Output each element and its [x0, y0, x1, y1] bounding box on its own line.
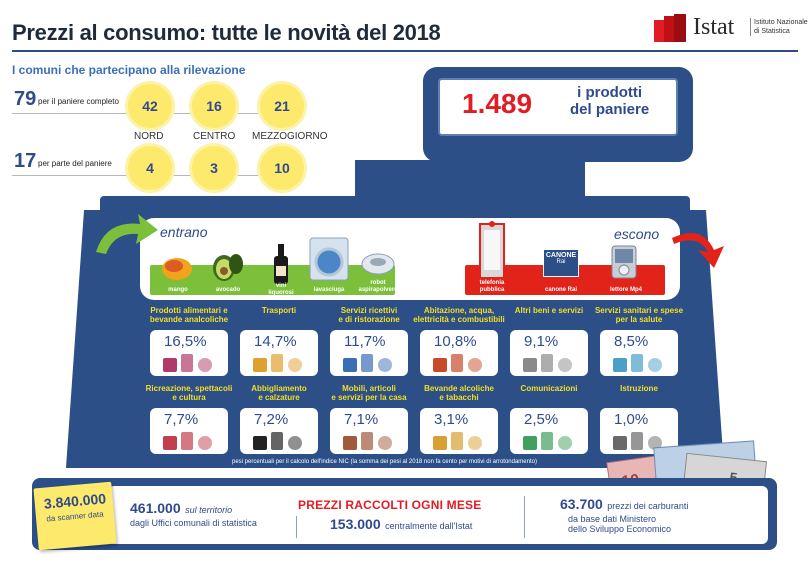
weights-note: pesi percentuali per il calcolo dell'indice NIC (la somma dei pesi al 2018 non fa cento per motivi di arrotondamento) — [228, 459, 541, 465]
product-canone-rai: canone Rai — [544, 287, 577, 293]
category-card — [420, 330, 498, 376]
category-percentage: 7,2% — [254, 411, 289, 428]
mp4-player-icon — [610, 244, 638, 280]
category-title: Istruzione — [620, 384, 658, 393]
green-arrow-icon — [92, 210, 162, 260]
category-percentage: 1,0% — [614, 411, 649, 428]
category-card — [420, 408, 498, 454]
category-card — [150, 330, 228, 376]
paniere-label: i prodotti del paniere — [570, 84, 650, 118]
territorio-block: 461.000 sul territorio dagli Uffici comunali di statistica — [130, 500, 257, 528]
category-title: Trasporti — [261, 306, 297, 315]
clothing-icon — [249, 430, 309, 452]
carburanti-block: 63.700 prezzi dei carburanti da base dati Ministero dello Sviluppo Economico — [560, 496, 689, 534]
register-neck — [355, 160, 585, 198]
category-title: Mobili, articoli e servizi per la casa — [331, 384, 407, 402]
robot-vacuum-icon — [360, 250, 396, 276]
separator — [524, 496, 525, 538]
region-nord: NORD — [134, 131, 164, 142]
category-title: Abbigliamento e calzature — [251, 384, 307, 402]
category-percentage: 7,7% — [164, 411, 199, 428]
category-percentage: 2,5% — [524, 411, 559, 428]
books-icon — [159, 430, 219, 452]
tv-license-icon: CANONE Rai — [543, 249, 579, 277]
product-avocado: avocado — [215, 287, 241, 293]
comuni-complete-total: 79 — [14, 88, 37, 110]
paniere-count: 1.489 — [462, 88, 533, 119]
product-mango: mango — [168, 287, 188, 293]
circle-nord-partial: 4 — [128, 146, 172, 190]
separator — [296, 516, 297, 538]
phone-booth-icon — [478, 220, 506, 278]
circle-mezzogiorno-partial: 10 — [260, 146, 304, 190]
comuni-complete-label: per il paniere completo — [38, 97, 119, 106]
region-centro: CENTRO — [193, 131, 236, 142]
category-card — [600, 330, 678, 376]
circle-nord-complete: 42 — [128, 84, 172, 128]
product-telefonia-pubblica: telefonia pubblica — [479, 280, 505, 293]
category-percentage: 14,7% — [254, 333, 297, 350]
health-icon — [609, 352, 669, 374]
comuni-partial-total: 17 — [14, 150, 37, 172]
circle-mezzogiorno-complete: 21 — [260, 84, 304, 128]
category-card — [510, 408, 588, 454]
watch-icon — [519, 352, 579, 374]
region-mezzogiorno: MEZZOGIORNO — [252, 131, 328, 142]
product-vini-liquorosi: vini liquorosi — [268, 283, 294, 296]
istat-logo-icon — [652, 14, 688, 42]
scanner-label: da scanner data — [46, 509, 104, 524]
category-percentage: 16,5% — [164, 333, 207, 350]
category-title: Altri beni e servizi — [514, 306, 584, 315]
logo-name: Istat — [693, 14, 735, 40]
avocado-icon — [210, 250, 246, 282]
washer-dryer-icon — [308, 236, 350, 282]
logo-subtitle: Istituto Nazionale di Statistica — [750, 18, 810, 36]
category-percentage: 11,7% — [344, 333, 386, 350]
hotel-icon — [339, 352, 399, 374]
page-title: Prezzi al consumo: tutte le novità del 2018 — [12, 20, 441, 45]
scanner-num: 3.840.000 — [43, 490, 107, 512]
furniture-icon — [339, 430, 399, 452]
red-arrow-icon — [668, 220, 728, 270]
comuni-title: I comuni che partecipano alla rilevazione — [12, 63, 246, 77]
category-card — [240, 330, 318, 376]
category-card — [330, 408, 408, 454]
comuni-partial-label: per parte del paniere — [38, 159, 112, 168]
prezzi-title: PREZZI RACCOLTI OGNI MESE — [298, 498, 482, 512]
phone-icon — [519, 430, 579, 452]
beer-icon — [429, 430, 489, 452]
category-title: Comunicazioni — [520, 384, 578, 393]
centrale-block: 153.000 centralmente dall'Istat — [330, 516, 473, 532]
food-icon — [159, 352, 219, 374]
product-robot-aspirapolvere: robot aspirapolvere — [358, 280, 398, 293]
category-percentage: 8,5% — [614, 333, 649, 350]
escono-label: escono — [614, 226, 660, 242]
transport-icon — [249, 352, 309, 374]
category-card — [510, 330, 588, 376]
entrano-label: entrano — [160, 224, 208, 240]
category-title: Prodotti alimentari e bevande analcoliche — [149, 306, 229, 324]
title-divider — [12, 50, 798, 52]
product-lettore-mp4: lettore Mp4 — [609, 287, 642, 293]
mango-icon — [160, 254, 196, 282]
category-title: Servizi sanitari e spese per la salute — [594, 306, 684, 324]
category-title: Abitazione, acqua, elettricità e combustibili — [413, 306, 505, 324]
wine-bottle-icon — [270, 244, 292, 284]
category-percentage: 9,1% — [524, 333, 559, 350]
category-card — [330, 330, 408, 376]
house-icon — [429, 352, 489, 374]
category-card — [150, 408, 228, 454]
product-lavasciuga: lavasciuga — [313, 287, 345, 293]
category-title: Servizi ricettivi e di ristorazione — [338, 306, 400, 324]
category-percentage: 7,1% — [344, 411, 379, 428]
category-card — [240, 408, 318, 454]
category-title: Ricreazione, spettacoli e cultura — [145, 384, 233, 402]
category-percentage: 3,1% — [434, 411, 469, 428]
circle-centro-partial: 3 — [192, 146, 236, 190]
category-percentage: 10,8% — [434, 333, 477, 350]
category-title: Bevande alcoliche e tabacchi — [424, 384, 494, 402]
circle-centro-complete: 16 — [192, 84, 236, 128]
